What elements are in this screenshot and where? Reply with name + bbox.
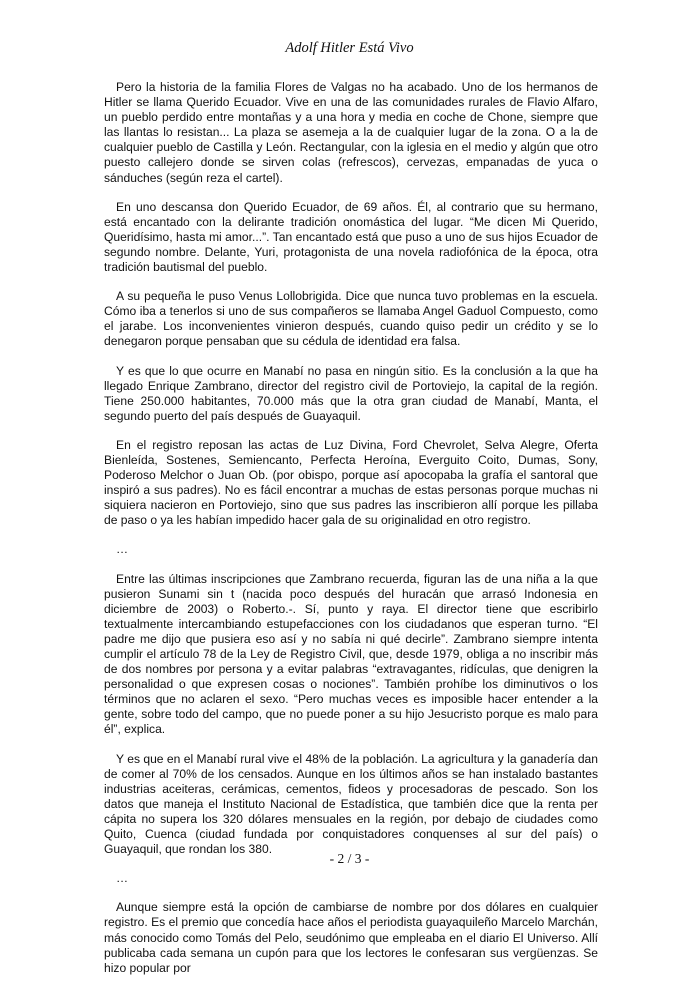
paragraph: En uno descansa don Querido Ecuador, de 69 años. Él, al contrario que su hermano, está encantado con la delirante tradición onomástica del lugar. “Me dicen Mi Querido, Queridísimo, hasta mi amor...”. Tan encantado está que puso a uno de sus hijos Ecuador de segundo nombre. Delante, Yuri, protagonista de una novela radiofónica de la época, otra tradición bautismal del pueblo. (104, 199, 598, 275)
paragraph: En el registro reposan las actas de Luz Divina, Ford Chevrolet, Selva Alegre, Oferta Bienleída, Sostenes, Semiencanto, Perfecta Heroína, Everguito Coito, Dumas, Sony, Poderoso Melchor o Juan Ob. (por obispo, porque así apocopaba la grafía el santoral que inspiró a sus padres). No es fácil encontrar a muchas de estas personas porque muchas ni siquiera nacieron en Portoviejo, sino que sus padres las inscribieron allí porque les pillaba de paso o ya les habían impedido hacer gala de su originalidad en otro registro. (104, 437, 598, 528)
page-number: - 2 / 3 - (329, 851, 370, 866)
running-header: Adolf Hitler Está Vivo (285, 40, 414, 56)
paragraph: Aunque siempre está la opción de cambiarse de nombre por dos dólares en cualquier registro. Es el premio que concedía hace años el periodista guayaquileño Marcelo Marchán, más conocido como Tomás del Pelo, seudónimo que empleaba en el diario El Universo. Allí publicaba cada semana un cupón para que los lectores le confesaran sus vergüenzas. Se hizo popular por (104, 900, 598, 975)
paragraph: Y es que en el Manabí rural vive el 48% de la población. La agricultura y la ganadería dan de comer al 70% de los censados. Aunque en los últimos años se han instalado bastantes industrias aceiteras, cerámicas, cementos, fideos y procesadoras de pescado. Son los datos que maneja el Instituto Nacional de Estadística, que también dice que la renta per cápita no supera los 320 dólares mensuales en la región, por debajo de ciudades como Quito, Cuenca (ciudad fundada por conquistadores conquenses al sur del país) o Guayaquil, que rondan los 380. (104, 751, 598, 857)
section-break: … (116, 542, 129, 557)
paragraph: Pero la historia de la familia Flores de Valgas no ha acabado. Uno de los hermanos de Hitler se llama Querido Ecuador. Vive en una de las comunidades rurales de Flavio Alfaro, un pueblo perdido entre montañas y a una hora y media en coche de Chone, siempre que las llantas lo resistan... La plaza se asemeja a la de cualquier lugar de la zona. O a la de cualquier pueblo de Castilla y León. Rectangular, con la iglesia en el medio y algún que otro puesto callejero donde se sirven colas (refrescos), cervezas, empanadas de yuca o sánduches (según reza el cartel). (104, 80, 598, 185)
paragraph: Y es que lo que ocurre en Manabí no pasa en ningún sitio. Es la conclusión a la que ha llegado Enrique Zambrano, director del registro civil de Portoviejo, la capital de la región. Tiene 250.000 habitantes, 70.000 más que la otra gran ciudad de Manabí, Manta, el segundo puerto del país después de Guayaquil. (104, 363, 598, 423)
paragraph: A su pequeña le puso Venus Lollobrigida. Dice que nunca tuvo problemas en la escuela. Cómo iba a tenerlos si uno de sus compañeros se llamaba Angel Gaduol Compuesto, como el jarabe. Los inconvenientes vinieron después, cuando quiso pedir un crédito y se lo denegaron porque pensaban que su cédula de identidad era falsa. (104, 289, 598, 349)
paragraph: Entre las últimas inscripciones que Zambrano recuerda, figuran las de una niña a la que pusieron Sunami sin t (nacida poco después del huracán que arrasó Indonesia en diciembre de 2003) o Roberto.-. Sí, punto y raya. El director tiene que escribirlo textualmente intercambiando estupefacciones con los ciudadanos que esperan turno. “El padre me dijo que pusiera eso así y no sabía ni qué decirle”. Zambrano siempre intenta cumplir el artículo 78 de la Ley de Registro Civil, que, desde 1979, obliga a no inscribir más de dos nombres por persona y a evitar palabras “extravagantes, ridículas, que denigren la personalidad o que expresen cosas o nociones”. También prohíbe los diminutivos o los términos que no aclaren el sexo. “Pero muchas veces es imposible hacer entender a la gente, sobre todo del campo, que no puede poner a su hijo Jesucristo porque es malo para él”, explica. (104, 571, 598, 737)
section-break: … (116, 871, 129, 886)
